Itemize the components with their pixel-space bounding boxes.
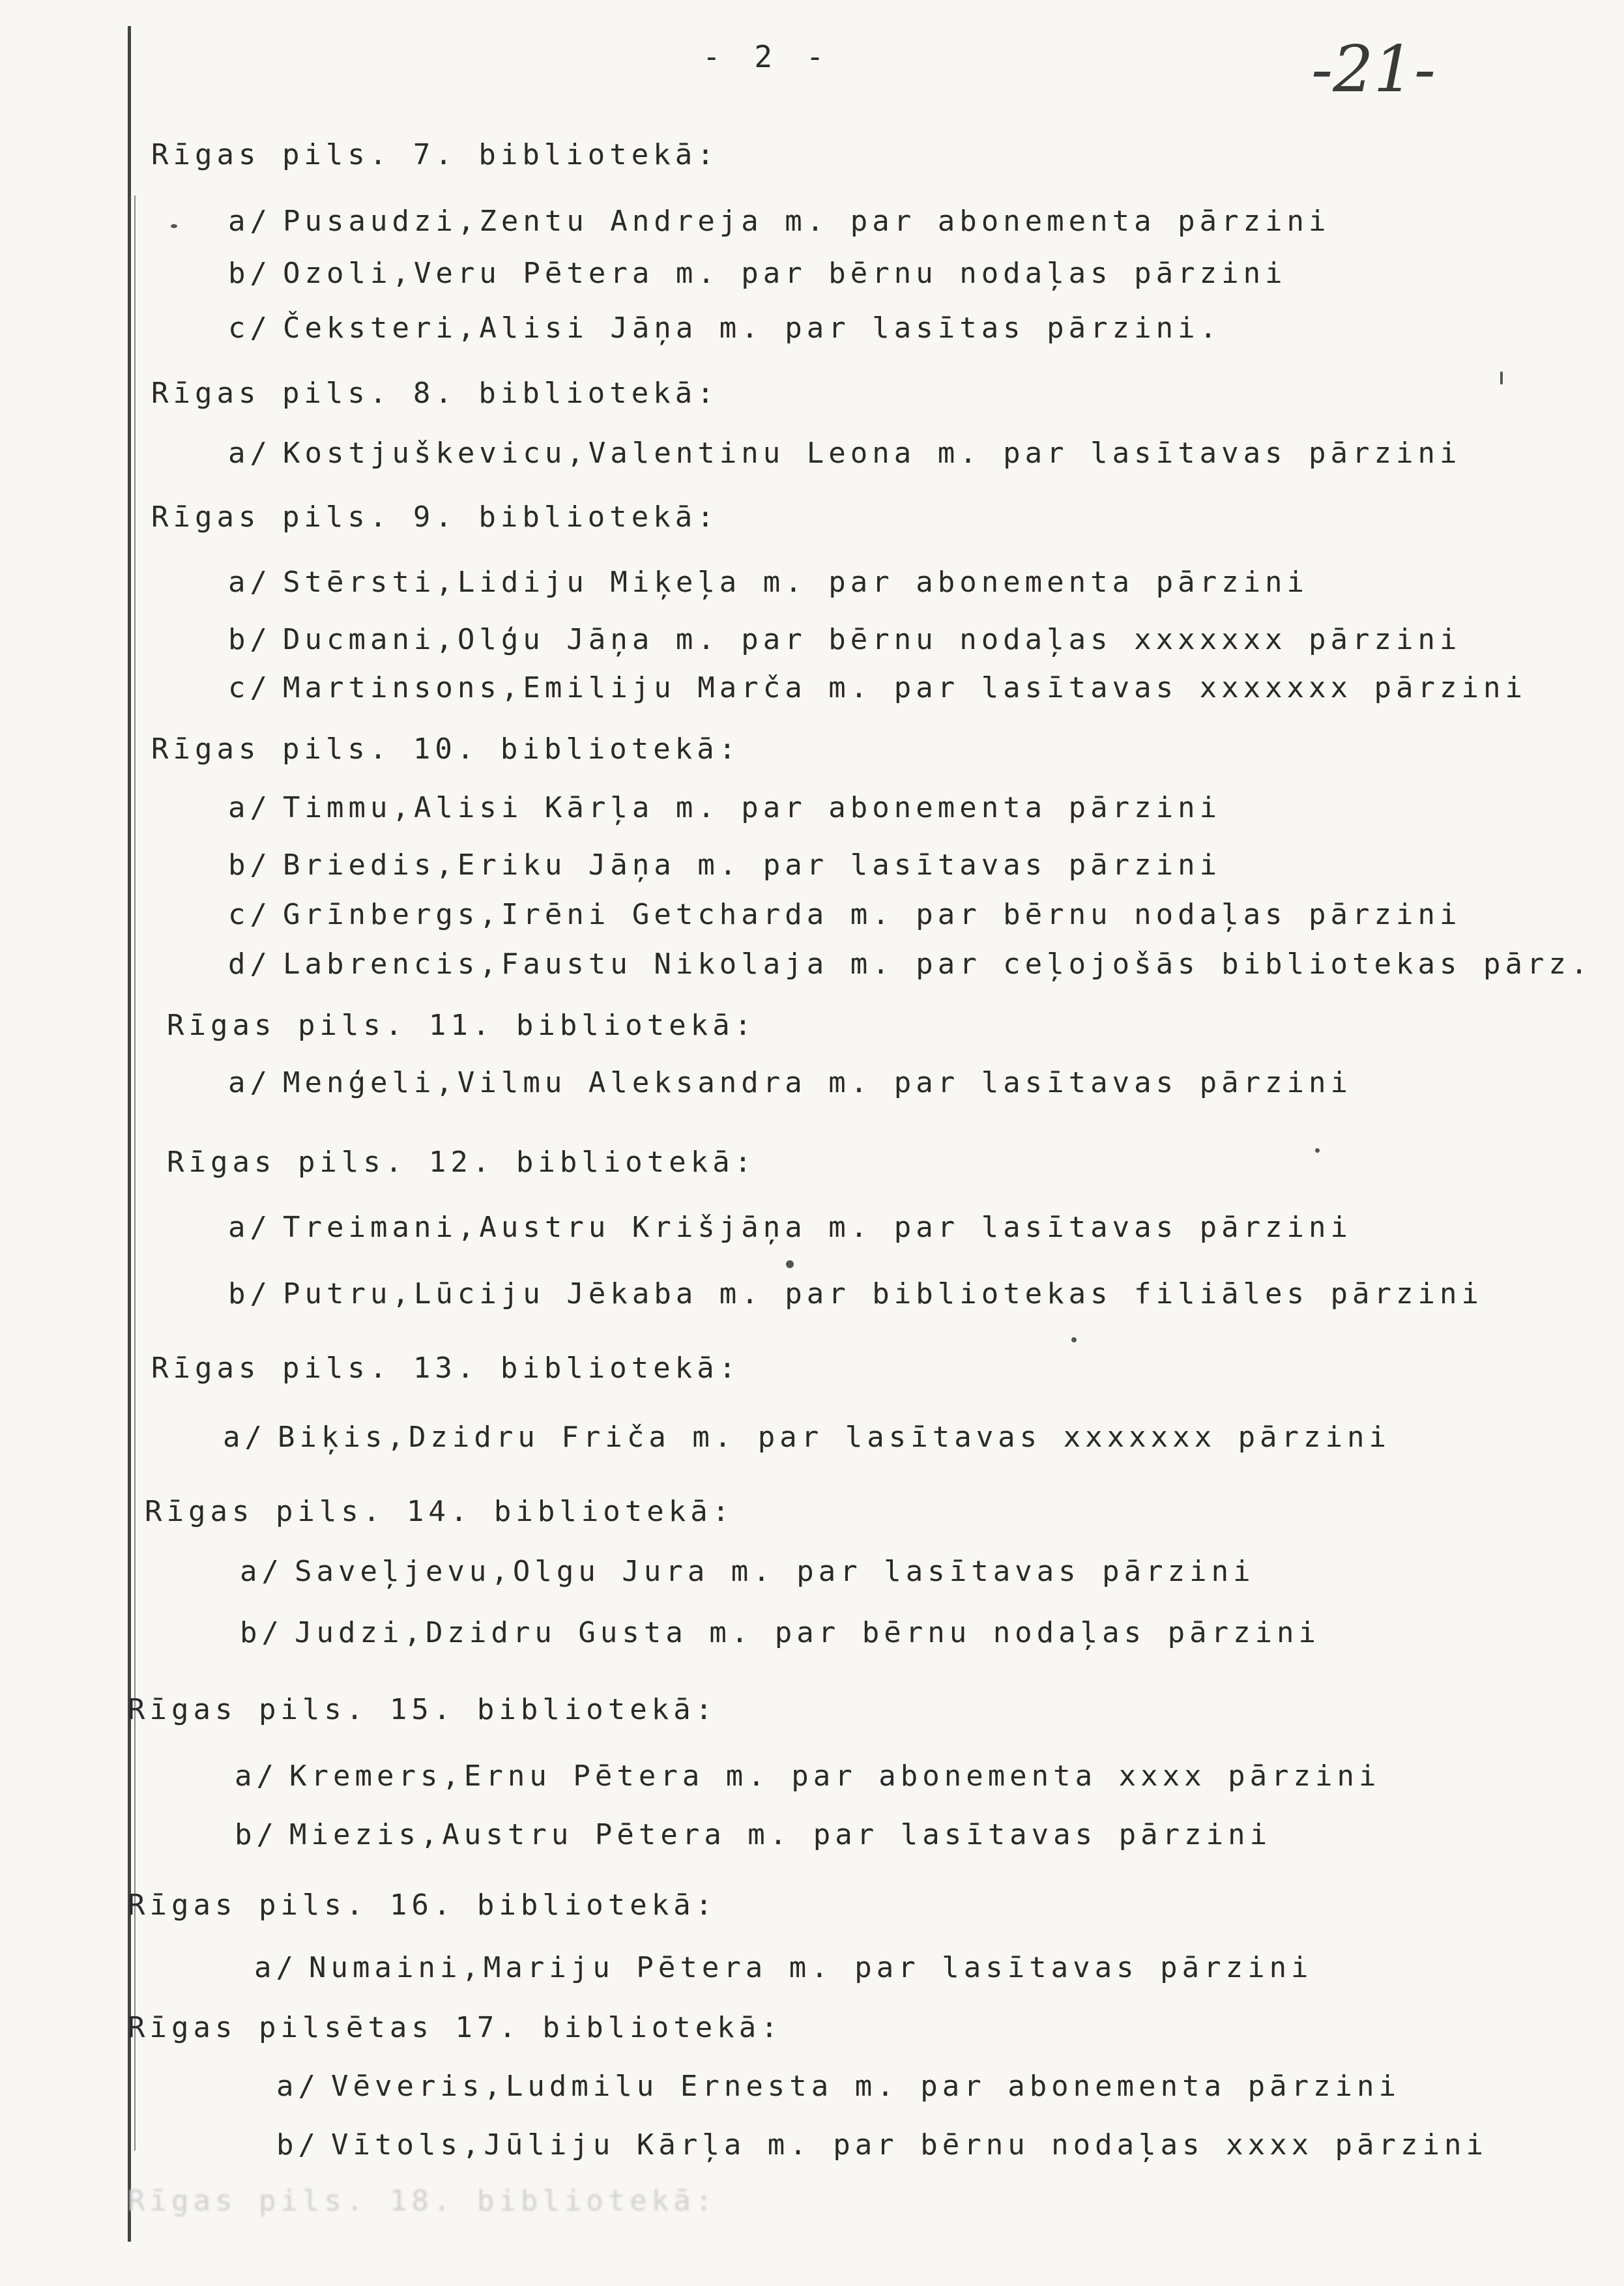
entry-letter: a/ xyxy=(223,1421,267,1454)
library-entry xyxy=(228,671,1527,704)
library-entry xyxy=(228,566,1309,599)
entry-text: Čeksteri,Alisi Jāņa m. par lasītas pārzini. xyxy=(283,311,1222,345)
entry-text: Grīnbergs,Irēni Getcharda m. par bērnu nodaļas pārzini xyxy=(283,898,1462,931)
library-entry xyxy=(228,948,1592,981)
library-entry xyxy=(228,205,1331,238)
entry-letter: c/ xyxy=(228,898,272,931)
entry-letter: a/ xyxy=(228,566,272,599)
entry-letter: b/ xyxy=(276,2128,320,2162)
library-entry xyxy=(228,791,1221,824)
library-heading: Rīgas pils. 10. bibliotekā: xyxy=(151,732,741,766)
entry-letter: a/ xyxy=(240,1555,283,1588)
library-entry xyxy=(228,848,1221,882)
entry-letter: d/ xyxy=(228,948,272,981)
entry-letter: a/ xyxy=(254,1951,298,1984)
library-entry xyxy=(276,2128,1488,2162)
library-entry xyxy=(235,1759,1381,1793)
entry-letter: b/ xyxy=(228,257,272,290)
library-entry xyxy=(228,311,1221,345)
entry-text: Labrencis,Faustu Nikolaja m. par ceļojošās bibliotekas pārz. xyxy=(283,948,1593,981)
entry-text: Pusaudzi,Zentu Andreja m. par abonementa pārzini xyxy=(283,205,1331,238)
scan-speck xyxy=(1071,1337,1077,1342)
library-heading: Rīgas pils. 15. bibliotekā: xyxy=(128,1693,718,1726)
entry-letter: b/ xyxy=(240,1616,283,1649)
scan-speck xyxy=(1315,1148,1320,1153)
entry-text: Kostjuškevicu,Valentinu Leona m. par lasītavas pārzini xyxy=(283,437,1462,470)
archive-number: -21- xyxy=(1311,33,1436,107)
library-heading: Rīgas pils. 11. bibliotekā: xyxy=(167,1009,757,1042)
entry-letter: b/ xyxy=(228,848,272,882)
library-entry xyxy=(228,1211,1352,1244)
entry-text: Saveļjevu,Olgu Jura m. par lasītavas pārzini xyxy=(295,1555,1255,1588)
library-entry xyxy=(223,1421,1391,1454)
entry-text: Miezis,Austru Pētera m. par lasītavas pārzini xyxy=(289,1818,1272,1851)
library-entry xyxy=(228,1066,1352,1099)
entry-letter: a/ xyxy=(228,1211,272,1244)
library-entry xyxy=(240,1555,1255,1588)
library-entry xyxy=(228,1277,1483,1310)
entry-text: Biķis,Dzidru Friča m. par lasītavas xxxxxxx pārzini xyxy=(278,1421,1391,1454)
library-heading: Rīgas pils. 16. bibliotekā: xyxy=(128,1888,718,1922)
entry-letter: a/ xyxy=(228,205,272,238)
page-margin-line-secondary xyxy=(134,195,136,2150)
entry-letter: b/ xyxy=(228,1277,272,1310)
library-entry xyxy=(240,1616,1320,1649)
entry-letter: c/ xyxy=(228,311,272,345)
entry-text: Stērsti,Lidiju Miķeļa m. par abonementa pārzini xyxy=(283,566,1309,599)
entry-text: Briedis,Eriku Jāņa m. par lasītavas pārzini xyxy=(283,848,1222,882)
faded-library-heading: Rīgas pils. 18. bibliotekā: xyxy=(128,2184,718,2218)
entry-letter: a/ xyxy=(228,437,272,470)
entry-text: Kremers,Ernu Pētera m. par abonementa xxxx pārzini xyxy=(289,1759,1381,1793)
entry-text: Ozoli,Veru Pētera m. par bērnu nodaļas pārzini xyxy=(283,257,1287,290)
library-heading: Rīgas pils. 12. bibliotekā: xyxy=(167,1146,757,1179)
scan-speck xyxy=(786,1260,794,1268)
entry-letter: b/ xyxy=(235,1818,278,1851)
entry-text: Judzi,Dzidru Gusta m. par bērnu nodaļas pārzini xyxy=(295,1616,1321,1649)
library-heading: Rīgas pilsētas 17. bibliotekā: xyxy=(128,2011,783,2044)
library-heading: Rīgas pils. 13. bibliotekā: xyxy=(151,1352,741,1385)
scan-speck xyxy=(1500,371,1503,384)
library-entry xyxy=(276,2070,1400,2103)
entry-text: Menģeli,Vilmu Aleksandra m. par lasītavas pārzini xyxy=(283,1066,1353,1099)
entry-letter: a/ xyxy=(228,791,272,824)
library-heading: Rīgas pils. 8. bibliotekā: xyxy=(151,377,719,410)
entry-letter: a/ xyxy=(228,1066,272,1099)
library-heading: Rīgas pils. 7. bibliotekā: xyxy=(151,138,719,171)
library-heading: Rīgas pils. 14. bibliotekā: xyxy=(145,1495,734,1528)
entry-letter: b/ xyxy=(228,623,272,656)
library-heading: Rīgas pils. 9. bibliotekā: xyxy=(151,500,719,534)
entry-letter: c/ xyxy=(228,671,272,704)
library-entry xyxy=(228,437,1461,470)
library-entry xyxy=(228,257,1287,290)
entry-text: Ducmani,Olģu Jāņa m. par bērnu nodaļas xxxxxxx pārzini xyxy=(283,623,1462,656)
entry-letter: a/ xyxy=(235,1759,278,1793)
library-entry xyxy=(235,1818,1271,1851)
library-entry xyxy=(254,1951,1313,1984)
entry-text: Vītols,Jūliju Kārļa m. par bērnu nodaļas xxxx pārzini xyxy=(331,2128,1488,2162)
entry-letter: a/ xyxy=(276,2070,320,2103)
entry-text: Martinsons,Emiliju Marča m. par lasītavas xxxxxxx pārzini xyxy=(283,671,1527,704)
library-entry xyxy=(228,898,1461,931)
page-number: - 2 - xyxy=(703,39,832,74)
entry-text: Treimani,Austru Krišjāņa m. par lasītavas pārzini xyxy=(283,1211,1353,1244)
entry-text: Vēveris,Ludmilu Ernesta m. par abonementa pārzini xyxy=(331,2070,1401,2103)
entry-text: Putru,Lūciju Jēkaba m. par bibliotekas filiāles pārzini xyxy=(283,1277,1483,1310)
scan-speck xyxy=(171,224,177,228)
entry-text: Numaini,Mariju Pētera m. par lasītavas pārzini xyxy=(309,1951,1313,1984)
entry-text: Timmu,Alisi Kārļa m. par abonementa pārzini xyxy=(283,791,1222,824)
library-entry xyxy=(228,623,1461,656)
